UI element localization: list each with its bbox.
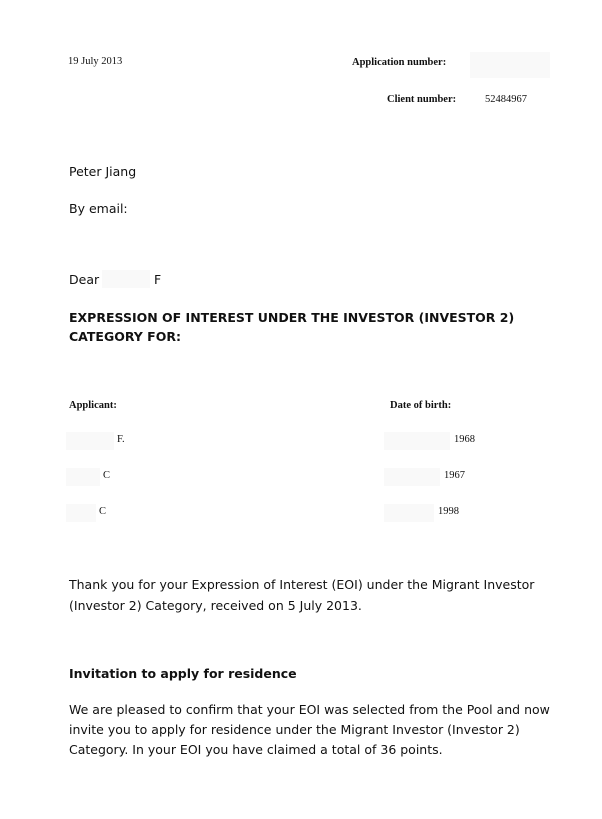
applicant-initial: C — [99, 506, 107, 517]
salutation-dear: Dear — [69, 272, 100, 287]
letter-date: 19 July 2013 — [68, 56, 123, 67]
client-number-value: 52484967 — [485, 94, 527, 105]
application-number-label: Application number: — [352, 57, 447, 68]
applicant-initial: C — [103, 470, 111, 481]
title-line-1: EXPRESSION OF INTEREST UNDER THE INVESTOR (INVESTOR 2) — [69, 310, 515, 325]
redacted-applicant-name — [66, 468, 100, 486]
intro-line-1: Thank you for your Expression of Interest (EOI) under the Migrant Investor — [69, 577, 535, 592]
applicant-initial: F. — [117, 434, 125, 445]
redacted-birth-date — [384, 432, 450, 450]
redacted-birth-date — [384, 504, 434, 522]
invitation-heading: Invitation to apply for residence — [69, 666, 297, 681]
birth-year: 1967 — [444, 470, 465, 481]
title-line-2: CATEGORY FOR: — [69, 329, 181, 344]
redacted-application-number — [470, 52, 550, 78]
invitation-line-3: Category. In your EOI you have claimed a total of 36 points. — [69, 742, 443, 757]
birth-year: 1968 — [454, 434, 475, 445]
intro-line-2: (Investor 2) Category, received on 5 July 2013. — [69, 598, 362, 613]
birth-year: 1998 — [438, 506, 459, 517]
dob-column-header: Date of birth: — [390, 400, 452, 411]
salutation-initial: F — [154, 272, 162, 287]
delivery-method: By email: — [69, 201, 128, 216]
redacted-applicant-name — [66, 504, 96, 522]
client-number-label: Client number: — [387, 94, 457, 105]
recipient-name: Peter Jiang — [69, 164, 137, 179]
invitation-line-1: We are pleased to confirm that your EOI was selected from the Pool and now — [69, 702, 550, 717]
redacted-name — [102, 270, 150, 288]
applicant-column-header: Applicant: — [69, 400, 117, 411]
invitation-line-2: invite you to apply for residence under the Migrant Investor (Investor 2) — [69, 722, 520, 737]
redacted-applicant-name — [66, 432, 114, 450]
redacted-birth-date — [384, 468, 440, 486]
